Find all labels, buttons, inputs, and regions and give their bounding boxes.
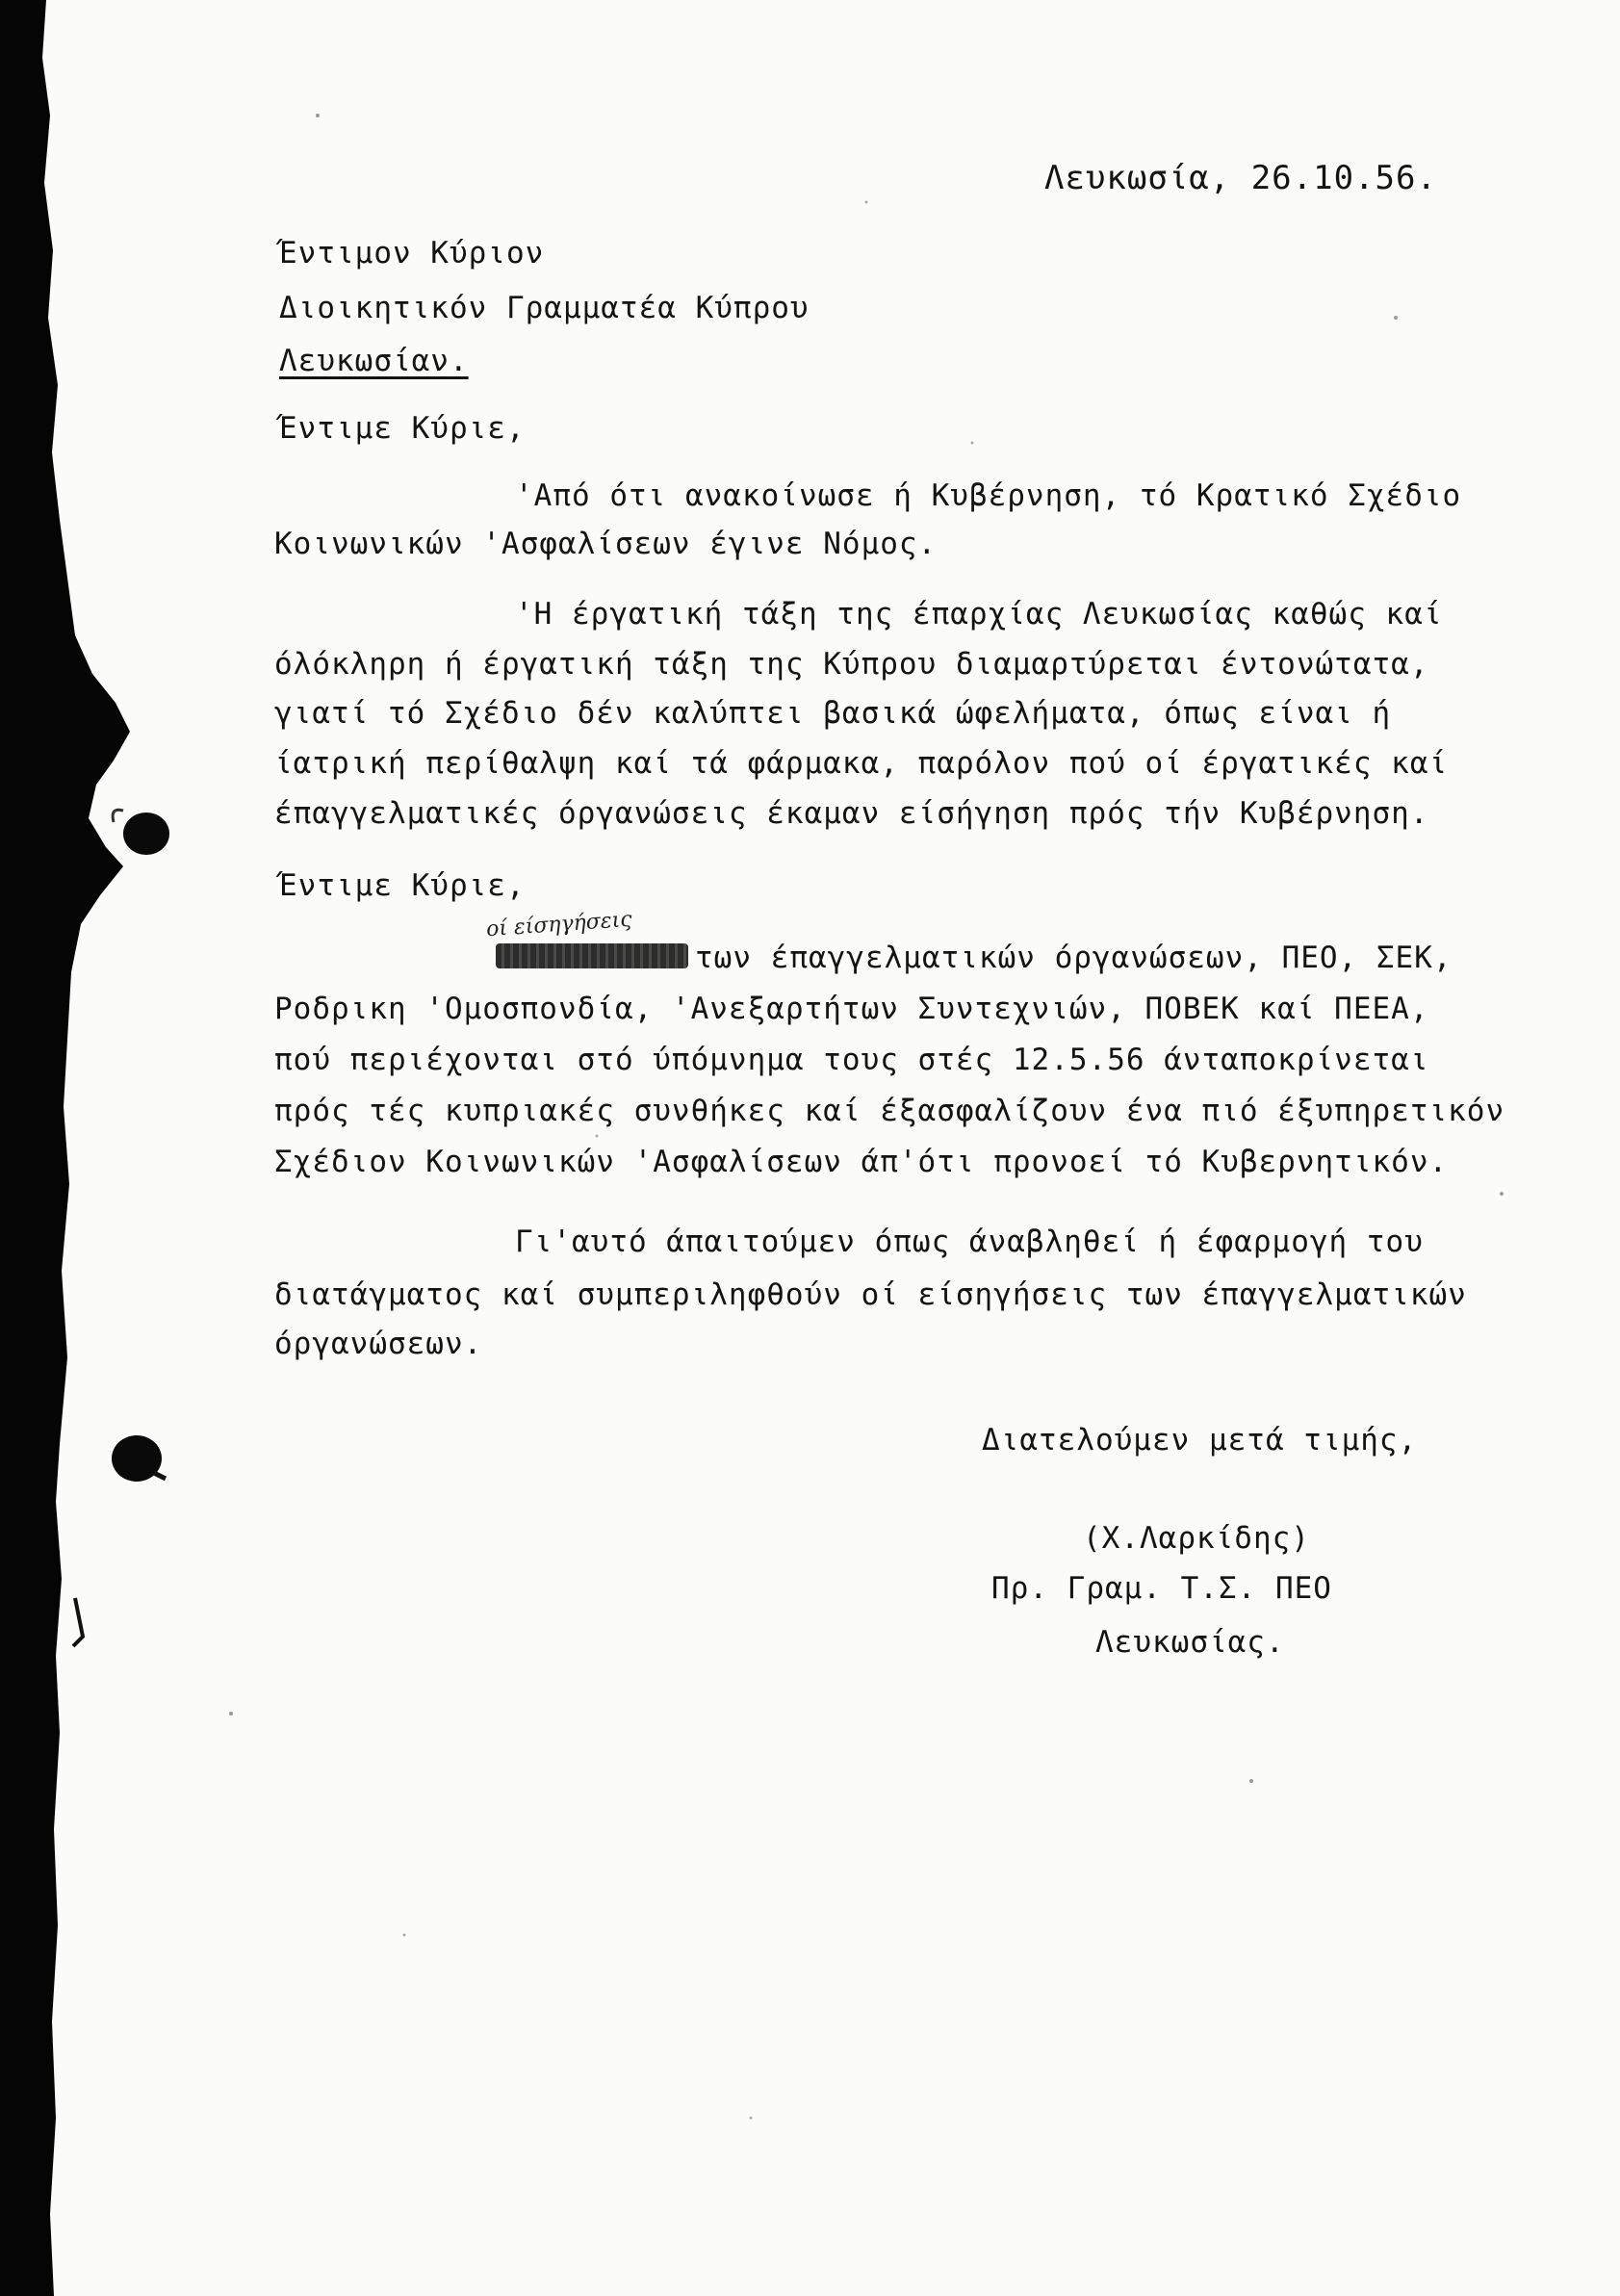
paragraph-3-line-2: Ροδρικη 'Ομοσπονδία, 'Ανεξαρτήτων Συντεχνιών, ΠΟΒΕΚ καί ΠΕΕΑ, <box>274 992 1429 1026</box>
paragraph-3-line-3: πού περιέχονται στό ύπόμνημα τους στές 12.5.56 άνταποκρίνεται <box>274 1043 1429 1077</box>
recipient-line-3: Λευκωσίαν. <box>279 344 469 378</box>
paragraph-2-line-4: ίατρική περίθαλψη καί τά φάρμακα, παρόλον πού οί έργατικές καί <box>274 746 1449 781</box>
scan-border <box>0 0 135 2296</box>
paragraph-4-line-3: όργανώσεων. <box>274 1327 483 1361</box>
paragraph-3-line-4: πρός τές κυπριακές συνθήκες καί έξασφαλίζουν ένα πιό έξυπηρετικόν <box>274 1094 1505 1128</box>
recipient-line-1: Έντιμον Κύριον <box>279 236 545 271</box>
paragraph-2-line-1: 'Η έργατική τάξη της έπαρχίας Λευκωσίας καθώς καί <box>515 597 1443 632</box>
paragraph-4-line-2: διατάγματος καί συμπεριληφθούν οί είσηγήσεις των έπαγγελματικών <box>274 1277 1467 1312</box>
paragraph-2-line-2: όλόκληρη ή έργατική τάξη της Κύπρου διαμαρτύρεται έντονώτατα, <box>274 647 1429 682</box>
handwritten-insert: οί είσηγήσεις <box>485 907 633 942</box>
paragraph-3-line-5: Σχέδιον Κοινωνικών 'Ασφαλίσεων άπ'ότι προνοεί τό Κυβερνητικόν. <box>274 1145 1449 1179</box>
salutation-1: Έντιμε Κύριε, <box>279 411 526 446</box>
paragraph-1-line-1: 'Από ότι ανακοίνωσε ή Κυβέρνηση, τό Κρατικό Σχέδιο <box>515 478 1462 513</box>
paragraph-4-line-1: Γι'αυτό άπαιτούμεν όπως άναβληθεί ή έφαρμογή του <box>515 1225 1424 1259</box>
paragraph-2-line-3: γιατί τό Σχέδιο δέν καλύπτει βασικά ώφελήματα, όπως είναι ή <box>274 696 1392 731</box>
closing: Διατελούμεν μετά τιμής, <box>982 1423 1418 1458</box>
signatory-place: Λευκωσίας. <box>1095 1625 1285 1660</box>
struck-out-word <box>496 943 688 968</box>
paragraph-1-line-2: Κοινωνικών 'Ασφαλίσεων έγινε Νόμος. <box>274 527 938 561</box>
recipient-line-2: Διοικητικόν Γραμματέα Κύπρου <box>279 291 810 325</box>
signatory-title: Πρ. Γραμ. Τ.Σ. ΠΕΟ <box>991 1571 1332 1606</box>
letter-date: Λευκωσία, 26.10.56. <box>1044 159 1437 197</box>
paragraph-3-line-1: των έπαγγελματικών όργανώσεων, ΠΕΟ, ΣΕΚ, <box>695 941 1453 975</box>
paragraph-2-line-5: έπαγγελματικές όργανώσεις έκαμαν είσήγηση πρός τήν Κυβέρνηση. <box>274 796 1429 831</box>
signatory-name: (Χ.Λαρκίδης) <box>1083 1521 1310 1556</box>
salutation-2: Έντιμε Κύριε, <box>279 868 526 903</box>
